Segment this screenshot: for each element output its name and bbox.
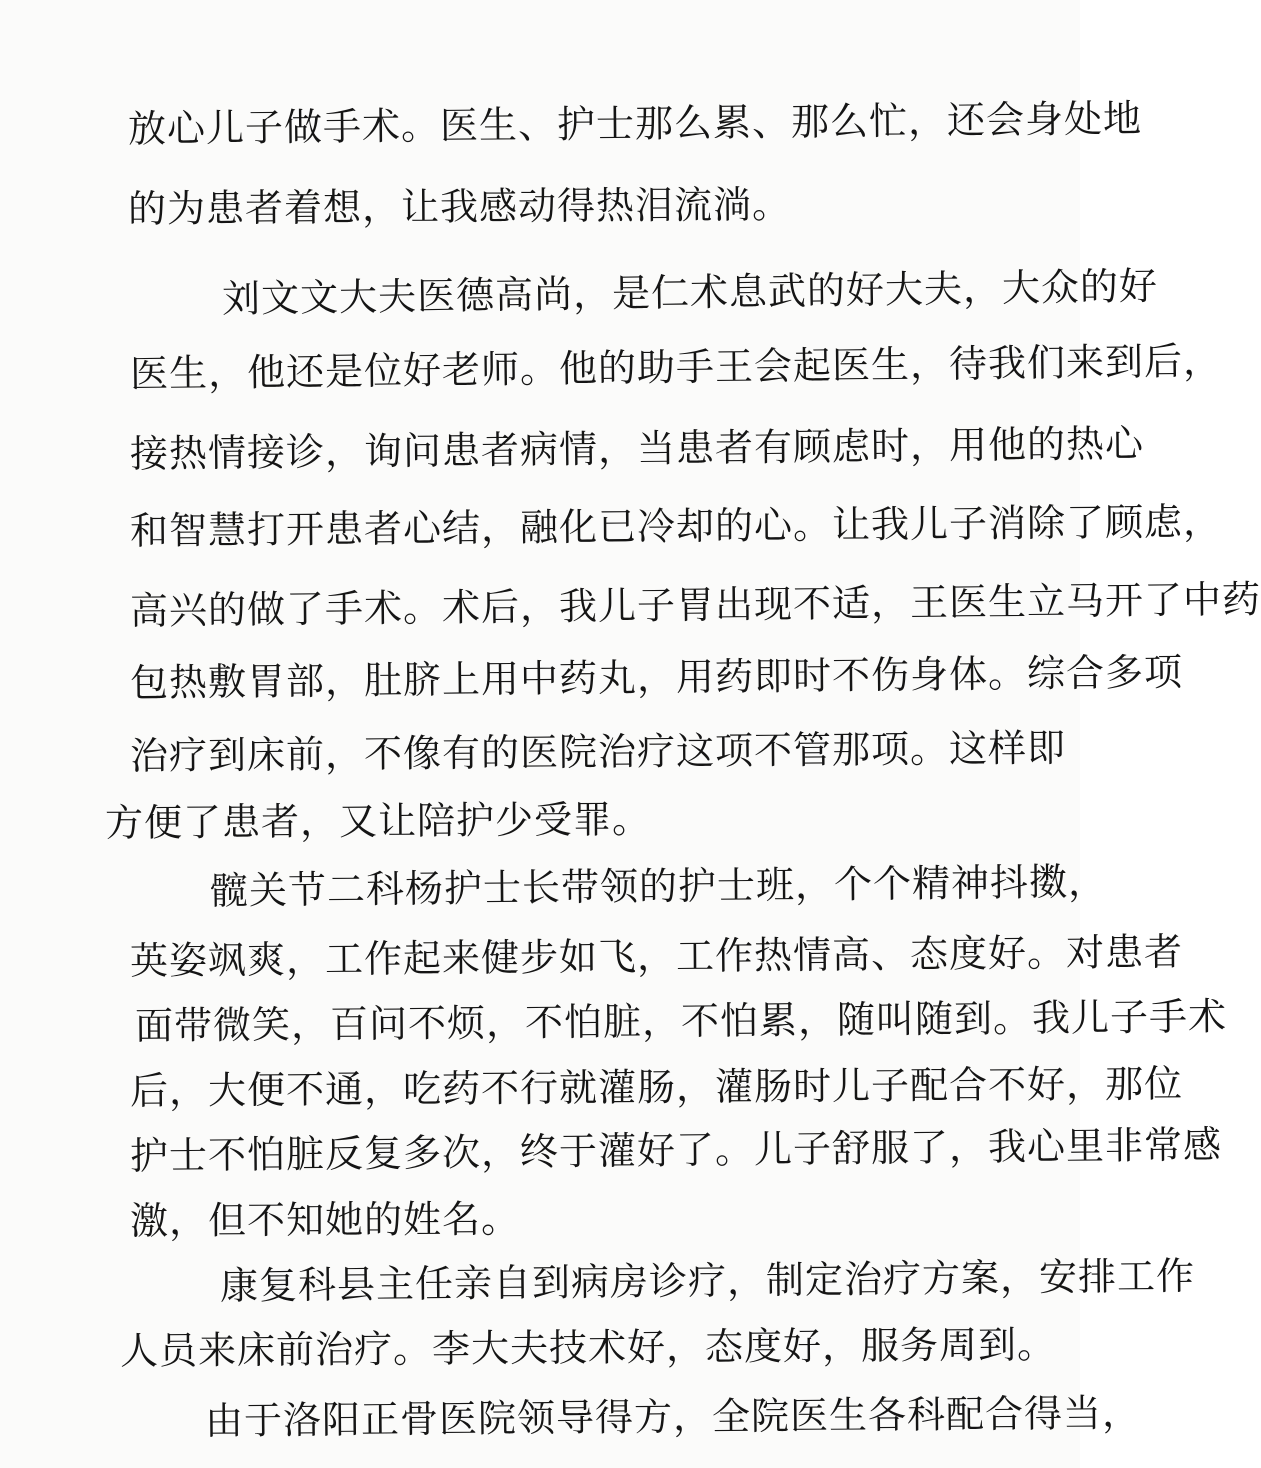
letter-line: 刘文文大夫医德高尚，是仁术息武的好大夫，大众的好 (221, 263, 1159, 321)
letter-line: 后，大便不通，吃药不行就灌肠，灌肠时儿子配合不好，那位 (129, 1061, 1184, 1113)
letter-line: 治疗到床前，不像有的医院治疗这项不管那项。这样即 (129, 725, 1067, 778)
letter-line: 髋关节二科杨护士长带领的护士班，个个精神抖擞， (209, 859, 1108, 913)
letter-line: 接热情接诊，询问患者病情，当患者有顾虑时，用他的热心 (129, 421, 1145, 476)
letter-line: 由于洛阳正骨医院领导得方，全院医生各科配合得当， (204, 1390, 1142, 1443)
letter-line: 和智慧打开患者心结，融化已冷却的心。让我儿子消除了顾虑， (129, 499, 1223, 553)
letter-line: 放心儿子做手术。医生、护士那么累、那么忙，还会身处地 (127, 96, 1143, 151)
letter-line: 激，但不知她的姓名。 (129, 1196, 521, 1243)
letter-line: 包热敷胃部，肚脐上用中药丸，用药即时不伤身体。综合多项 (129, 649, 1184, 705)
letter-line: 人员来床前治疗。李大夫技术好，态度好，服务周到。 (119, 1322, 1057, 1373)
letter-line: 高兴的做了手术。术后，我儿子胃出现不适，王医生立马开了中药 (129, 577, 1261, 633)
letter-line: 康复科县主任亲自到病房诊疗，制定治疗方案，安排工作 (219, 1253, 1196, 1308)
letter-line: 护士不怕脏反复多次，终于灌好了。儿子舒服了，我心里非常感 (129, 1122, 1223, 1178)
letter-line: 面带微笑，百问不烦，不怕脏，不怕累，随叫随到。我儿子手术 (134, 994, 1228, 1048)
letter-line: 英姿飒爽，工作起来健步如飞，工作热情高、态度好。对患者 (129, 929, 1184, 983)
letter-line: 医生，他还是位好老师。他的助手王会起医生，待我们来到后， (129, 338, 1223, 396)
letter-line: 的为患者着想，让我感动得热泪流淌。 (127, 182, 792, 231)
letter-line: 方便了患者，又让陪护少受罪。 (104, 797, 652, 845)
